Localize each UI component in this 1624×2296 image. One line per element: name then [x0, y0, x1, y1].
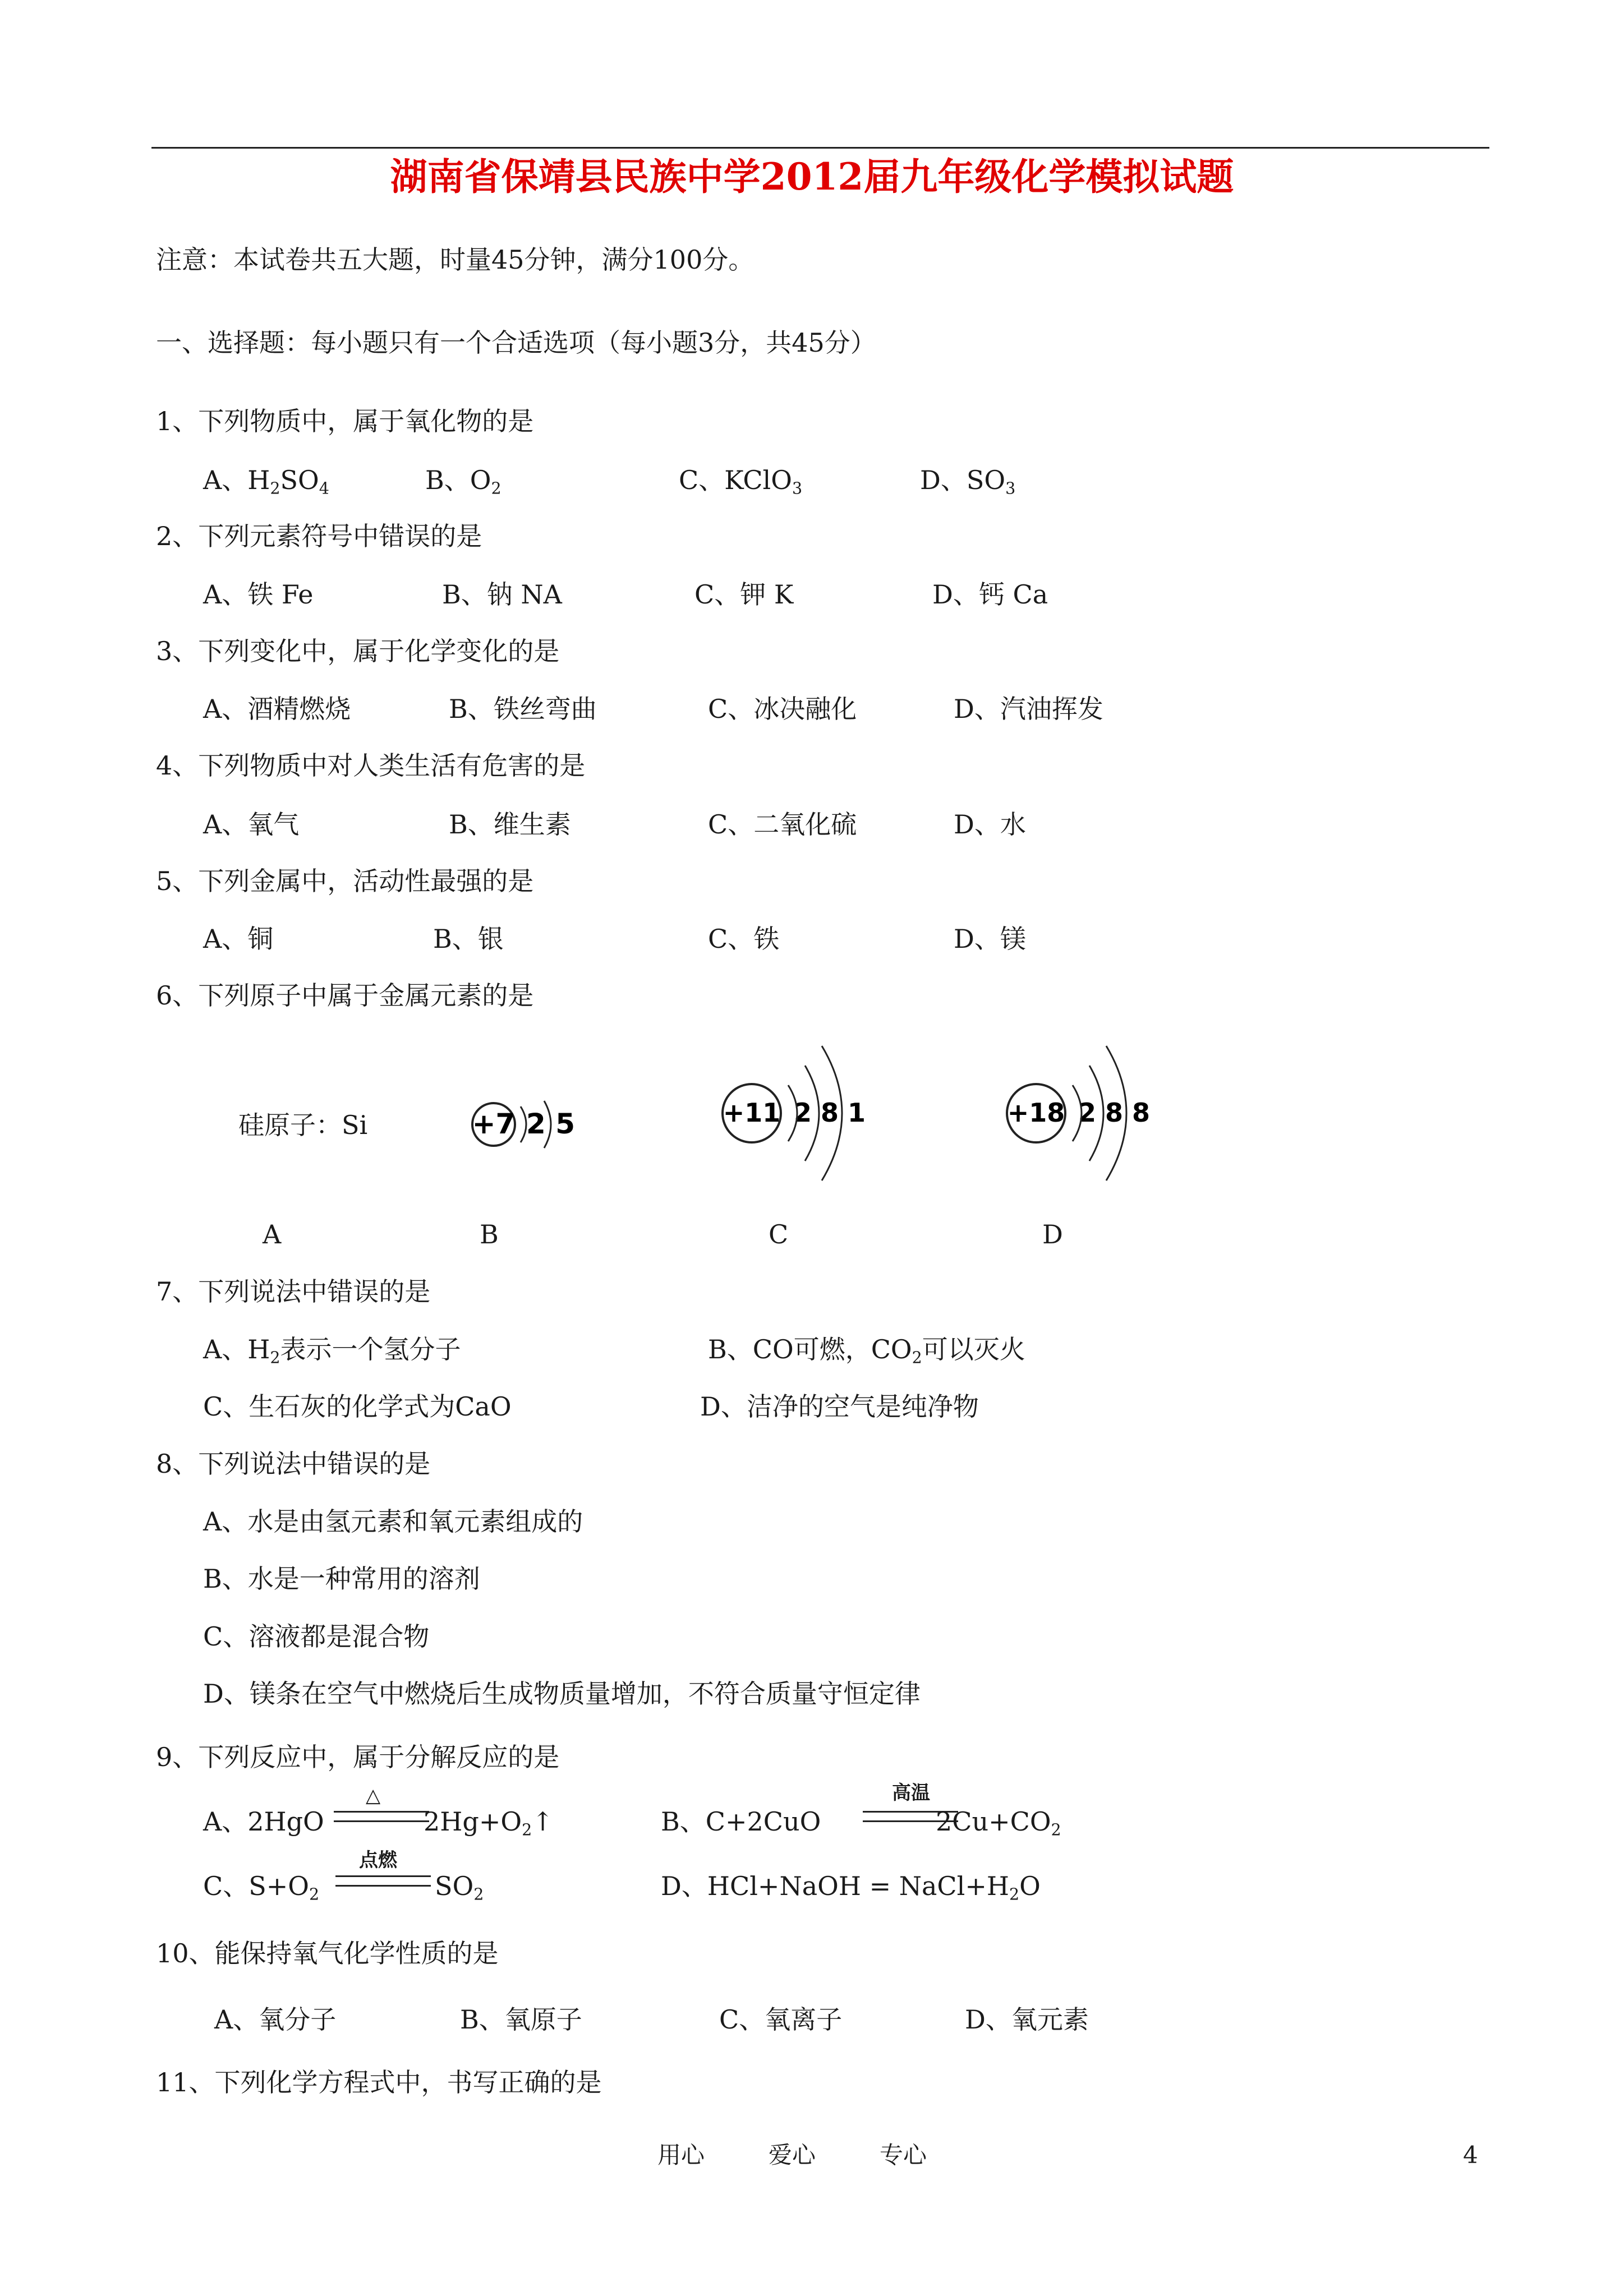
svg-text:+7: +7	[472, 1108, 516, 1140]
question-stem: 3、下列变化中，属于化学变化的是	[156, 636, 560, 666]
option-c: C、铁	[708, 924, 780, 954]
diagram-label-b: B	[480, 1219, 499, 1250]
question-stem: 5、下列金属中，活动性最强的是	[156, 866, 534, 896]
page-number: 4	[1463, 2141, 1478, 2169]
option-d: D、氧元素	[965, 2004, 1089, 2035]
reaction-equals	[334, 1811, 429, 1822]
option-a: A、$H_2SO_4$	[203, 465, 329, 498]
question-stem: 6、下列原子中属于金属元素的是	[156, 980, 534, 1011]
page-title: 湖南省保靖县民族中学2012届九年级化学模拟试题	[390, 155, 1234, 199]
option-c: C、氧离子	[719, 2004, 843, 2035]
option-d: D、汽油挥发	[954, 694, 1103, 724]
reaction-equals	[335, 1875, 431, 1887]
question-stem: 2、下列元素符号中错误的是	[156, 521, 482, 551]
svg-text:+11: +11	[723, 1098, 781, 1128]
option-a: A、酒精燃烧	[203, 694, 351, 724]
option-a: A、铁 Fe	[203, 579, 314, 610]
option-b: B、维生素	[449, 809, 571, 840]
option-d: D、$SO_3$	[920, 465, 1016, 498]
option-c: C、钾 K	[694, 579, 794, 610]
question-stem: 9、下列反应中，属于分解反应的是	[156, 1742, 560, 1772]
exam-note: 注意：本试卷共五大题，时量45分钟，满分100分。	[156, 245, 755, 275]
svg-text:2 5: 2 5	[526, 1108, 575, 1140]
option-a-products: $2Hg+O_2↑$	[424, 1806, 554, 1839]
diagram-label-d: D	[1042, 1219, 1063, 1250]
option-b: B、银	[433, 924, 504, 954]
diagram-label-c: C	[769, 1219, 789, 1250]
option-b: B、氧原子	[460, 2004, 582, 2035]
option-b-reactants: B、C+2CuO	[661, 1806, 821, 1837]
svg-text:2 8 8: 2 8 8	[1078, 1098, 1151, 1128]
option-a: A、$H_2$表示一个氢分子	[203, 1334, 461, 1367]
footer-text-middle: 爱心	[769, 2141, 816, 2169]
atom-structure-c	[715, 1032, 884, 1183]
option-a-reactants: A、2HgO	[203, 1806, 324, 1837]
option-b: B、钠 NA	[442, 579, 562, 610]
option-a: A、氧气	[203, 809, 300, 840]
high-temperature-condition: 高温	[892, 1782, 930, 1804]
option-c: C、KClO$_3$	[679, 465, 803, 498]
option-d: D、钙 Ca	[932, 579, 1048, 610]
option-c-reactants: C、$S+O_2$	[203, 1871, 320, 1904]
option-a: 硅原子：Si	[238, 1110, 368, 1140]
option-c: C、二氧化硫	[708, 809, 857, 840]
option-d: D、镁	[954, 924, 1026, 954]
option-c: C、冰决融化	[708, 694, 857, 724]
option-b: B、铁丝弯曲	[449, 694, 597, 724]
question-stem: 11、下列化学方程式中，书写正确的是	[156, 2067, 602, 2097]
option-d: D、镁条在空气中燃烧后生成物质量增加，不符合质量守恒定律	[203, 1679, 921, 1709]
question-stem: 1、下列物质中，属于氧化物的是	[156, 406, 534, 436]
option-b-products: $2Cu+CO_2$	[936, 1806, 1061, 1839]
svg-text:2 8 1: 2 8 1	[794, 1098, 866, 1128]
heat-condition: △	[366, 1785, 381, 1807]
option-d: D、洁净的空气是纯净物	[700, 1391, 979, 1422]
section-heading: 一、选择题：每小题只有一个合适选项（每小题3分，共45分）	[156, 328, 876, 358]
option-b: B、$O_2$	[425, 465, 502, 498]
atom-structure-d	[1000, 1032, 1168, 1183]
option-c: C、生石灰的化学式为CaO	[203, 1391, 512, 1422]
question-stem: 4、下列物质中对人类生活有危害的是	[156, 750, 586, 781]
svg-text:+18: +18	[1007, 1098, 1065, 1128]
option-a: A、氧分子	[214, 2004, 337, 2035]
option-d: D、水	[954, 809, 1026, 840]
option-a: A、水是由氢元素和氧元素组成的	[203, 1506, 583, 1537]
option-c-products: $SO_2$	[435, 1871, 484, 1904]
header-rule	[151, 147, 1489, 149]
question-stem: 7、下列说法中错误的是	[156, 1276, 431, 1307]
atom-structure-b	[460, 1085, 600, 1164]
footer-text-left: 用心	[657, 2141, 705, 2169]
question-stem: 8、下列说法中错误的是	[156, 1449, 431, 1479]
question-stem: 10、能保持氧气化学性质的是	[156, 1938, 499, 1968]
option-c: C、溶液都是混合物	[203, 1621, 430, 1652]
option-a: A、铜	[203, 924, 274, 954]
ignition-condition: 点燃	[359, 1849, 397, 1871]
option-d: D、HCl+NaOH = $NaCl+H_2O$	[661, 1871, 1041, 1904]
footer-text-right: 专心	[880, 2141, 927, 2169]
option-b: B、CO可燃，$CO_2$可以灭火	[708, 1334, 1025, 1367]
option-b: B、水是一种常用的溶剂	[203, 1564, 480, 1594]
diagram-label-a: A	[263, 1219, 282, 1250]
